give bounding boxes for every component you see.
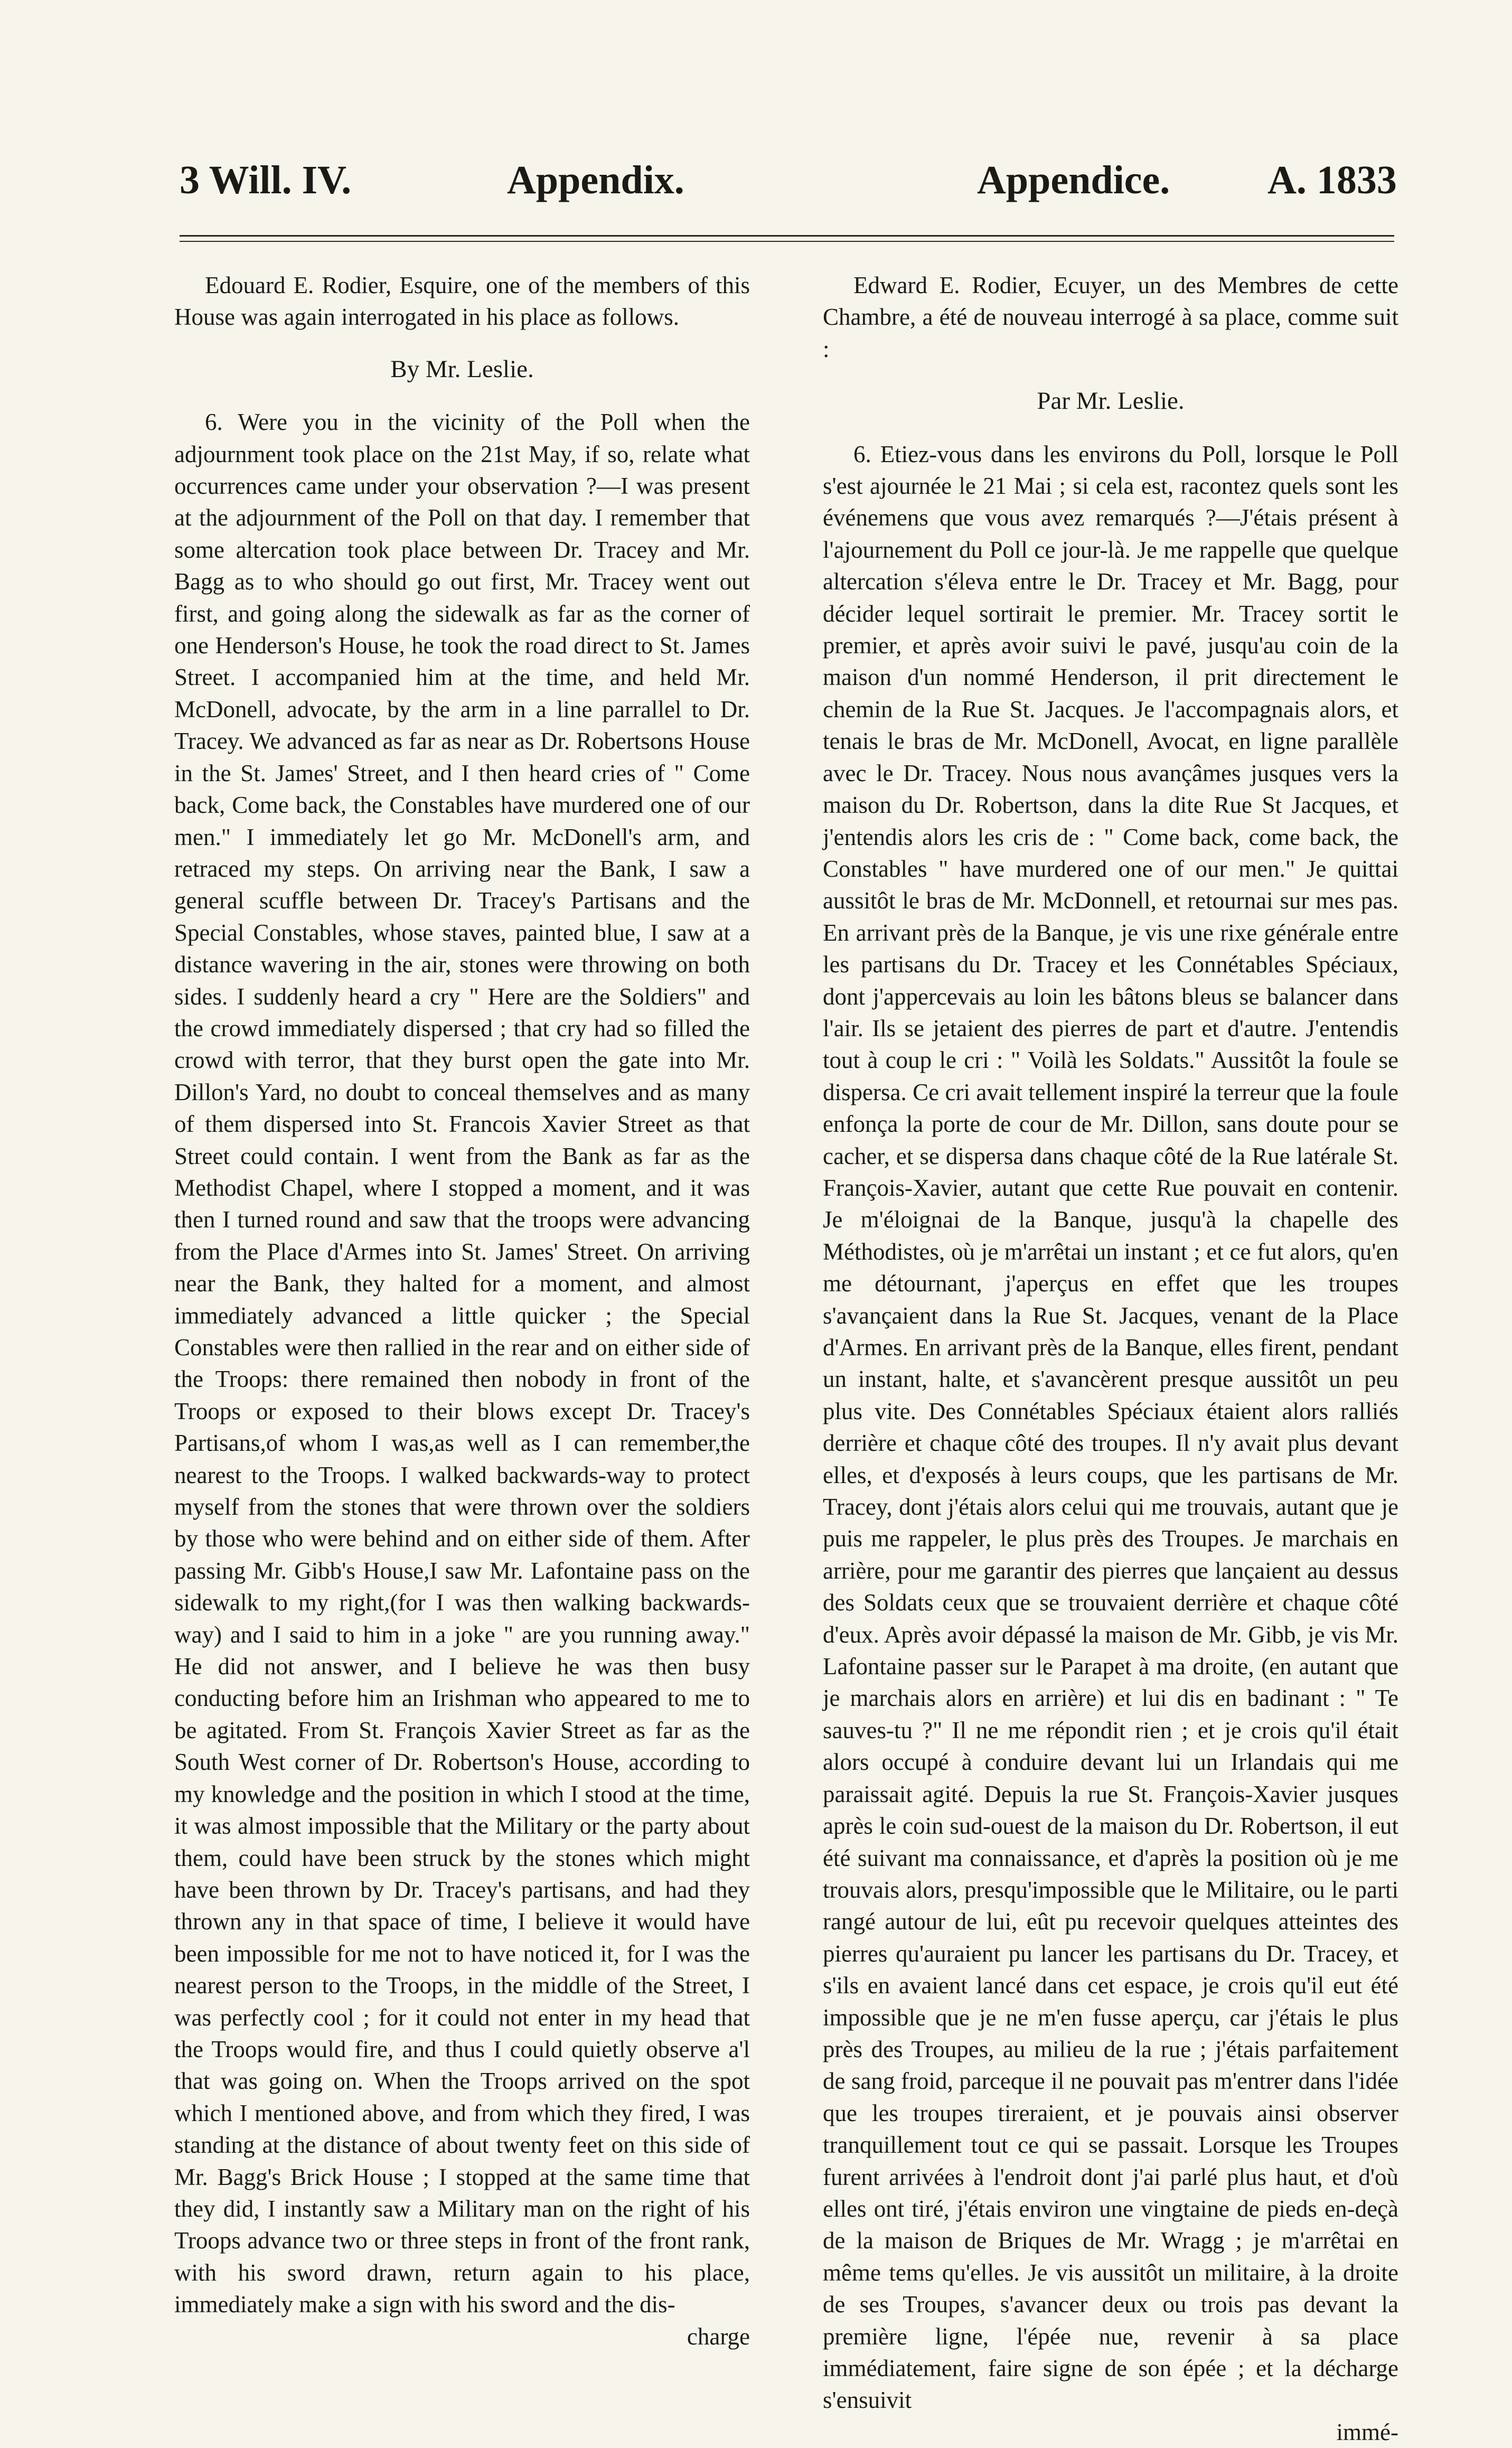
french-byline: Par Mr. Leslie. (1037, 387, 1185, 415)
french-column (823, 269, 1398, 2448)
header-rule-thin (180, 241, 1394, 242)
header-rule (180, 235, 1394, 237)
english-byline: By Mr. Leslie. (390, 355, 534, 383)
english-testimony: 6. Were you in the vicinity of the Poll when the adjournment took place on the 21st May, if so, relate what occurrences came under your observation ?—I was present at the adjournment of the Poll on that day. I remember that some altercation took place between Dr. Tracey and Mr. Bagg as to who should go out first, Mr. Tracey went out first, and going along the sidewalk as far as the corner of one Henderson's House, he took the road direct to St. James Street. I accompanied him at the time, and held Mr. McDonell, advocate, by the arm in a line parrallel to Dr. Tracey. We advanced as far as near as Dr. Robertsons House in the St. James' Street, and I then heard cries of " Come back, Come back, the Constables have murdered one of our men." I immediately let go Mr. McDonell's arm, and retraced my steps. On arriving near the Bank, I saw a general scuffle between Dr. Tracey's Partisans and the Special Constables, whose staves, painted blue, I saw at a distance wavering in the air, stones were throwing on both sides. I suddenly heard a cry " Here are the Soldiers" and the crowd immediately dispersed ; that cry had so filled the crowd with terror, that they burst open the gate into Mr. Dillon's Yard, no doubt to conceal themselves and as many of them dispersed into St. Francois Xavier Street as that Street could contain. I went from the Bank as far as the Methodist Chapel, where I stopped a moment, and it was then I turned round and saw that the troops were advancing from the Place d'Armes into St. James' Street. On arriving near the Bank, they halted for a moment, and almost immediately advanced a little quicker ; the Special Constables were then rallied in the rear and on either side of the Troops: there remained then nobody in front of the Troops or exposed to their blows except Dr. Tracey's Partisans,of whom I was,as well as I can remember,the nearest to the Troops. I walked backwards-way to protect myself from the stones that were thrown over the soldiers by those who were behind and on either side of them. After passing Mr. Gibb's House,I saw Mr. Lafontaine pass on the sidewalk to my right,(for I was then walking backwards-way) and I said to him in a joke " are you running away." He did not answer, and I believe he was then busy conducting before him an Irishman who appeared to me to be agitated. From St. François Xavier Street as far as the South West corner of Dr. Robertson's House, according to my knowledge and the position in which I stood at the time, it was almost impossible that the Military or the party about them, could have been struck by the stones which might have been thrown by Dr. Tracey's partisans, and had they thrown any in that space of time, I believe it would have been impossible for me not to have noticed it, for I was the nearest person to the Troops, in the middle of the Street, I was perfectly cool ; for it could not enter in my head that the Troops would fire, and thus I could quietly observe a'l that was going on. When the Troops arrived on the spot which I mentioned above, and from which they fired, I was standing at the distance of about twenty feet on this side of Mr. Bagg's Brick House ; I stopped at the same time that they did, I instantly saw a Military man on the right of his Troops advance two or three steps in front of the front rank, with his sword drawn, return again to his place, immediately make a sign with his sword and the dis- (174, 409, 750, 2318)
header-regnal-year: 3 Will. IV. (180, 158, 352, 202)
header-year: A. 1833 (1267, 158, 1397, 202)
french-catchword: immé- (1336, 2418, 1398, 2445)
french-intro: Edward E. Rodier, Ecuyer, un des Membres de cette Chambre, a été de nouveau interrogé à sa place, comme suit : (823, 272, 1398, 362)
french-testimony: 6. Etiez-vous dans les environs du Poll, lorsque le Poll s'est ajournée le 21 Mai ; si cela est, racontez quels sont les événemens que vous avez remarqués ?—J'étais présent à l'ajournement du Poll ce jour-là. Je me rappelle que quelque altercation s'éleva entre le Dr. Tracey et Mr. Bagg, pour décider lequel sortirait le premier. Mr. Tracey sortit le premier, et après avoir suivi le pavé, jusqu'au coin de la maison d'un nommé Henderson, il prit directement le chemin de la Rue St. Jacques. Je l'accompagnais alors, et tenais le bras de Mr. McDonell, Avocat, en ligne parallèle avec le Dr. Tracey. Nous nous avançâmes jusques vers la maison du Dr. Robertson, dans la dite Rue St Jacques, et j'entendis alors les cris de : " Come back, come back, the Constables " have murdered one of our men." Je quittai aussitôt le bras de Mr. McDonnell, et retournai sur mes pas. En arrivant près de la Banque, je vis une rixe générale entre les partisans du Dr. Tracey et les Connétables Spéciaux, dont j'appercevais au loin les bâtons bleus se balancer dans l'air. Ils se jetaient des pierres de part et d'autre. J'entendis tout à coup le cri : " Voilà les Soldats." Aussitôt la foule se dispersa. Ce cri avait tellement inspiré la terreur que la foule enfonça la porte de cour de Mr. Dillon, sans doute pour se cacher, et se dispersa dans chaque côté de la Rue latérale St. François-Xavier, autant que cette Rue pouvait en contenir. Je m'éloignai de la Banque, jusqu'à la chapelle des Méthodistes, où je m'arrêtai un instant ; et ce fut alors, qu'en me détournant, j'aperçus en effet que les troupes s'avançaient dans la Rue St. Jacques, venant de la Place d'Armes. En arrivant près de la Banque, elles firent, pendant un instant, halte, et s'avancèrent presque aussitôt un peu plus vite. Des Connétables Spéciaux étaient alors ralliés derrière et chaque côté des troupes. Il n'y avait plus devant elles, et d'exposés à leurs coups, que les partisans de Mr. Tracey, dont j'étais alors celui qui me trouvais, autant que je puis me rappeler, le plus près des Troupes. Je marchais en arrière, pour me garantir des pierres que lançaient au dessus des Soldats ceux que se trouvaient derrière et chaque côté d'eux. Après avoir dépassé la maison de Mr. Gibb, je vis Mr. Lafontaine passer sur le Parapet à ma droite, (en autant que je marchais alors en arrière) et lui dis en badinant : " Te sauves-tu ?" Il ne me répondit rien ; et je crois qu'il était alors occupé à conduire devant lui un Irlandais qui me paraissait agité. Depuis la rue St. François-Xavier jusques après le coin sud-ouest de la maison du Dr. Robertson, il eut été suivant ma connaissance, et d'après la position où je me trouvais alors, presqu'impossible que le Militaire, ou le parti rangé autour de lui, eût pu recevoir quelques atteintes des pierres qu'auraient pu lancer les partisans du Dr. Tracey, et s'ils en avaient lancé dans cet espace, je crois qu'il eut été impossible que je ne m'en fusse aperçu, car j'étais le plus près des Troupes, au milieu de la rue ; j'étais parfaitement de sang froid, parceque il ne pouvait pas m'entrer dans l'idée que les troupes tireraient, et je pouvais ainsi observer tranquillement tout ce qui se passait. Lorsque les Troupes furent arrivées à l'endroit dont j'ai parlé plus haut, et d'où elles ont tiré, j'étais environ une vingtaine de pieds en-deçà de la maison de Briques de Mr. Wragg ; je m'arrêtai en même tems qu'elles. Je vis aussitôt un militaire, à la droite de ses Troupes, s'avancer deux ou trois pas devant la première ligne, l'épée nue, revenir à sa place immédiatement, faire signe de son épée ; et la décharge s'ensuivit (823, 440, 1398, 2414)
english-column (174, 269, 750, 2352)
header-appendix-fr: Appendice. (977, 158, 1170, 202)
header-appendix-en: Appendix. (507, 158, 684, 202)
english-catchword: charge (687, 2323, 750, 2350)
english-intro: Edouard E. Rodier, Esquire, one of the members of this House was again interrogated in his place as follows. (174, 272, 750, 331)
